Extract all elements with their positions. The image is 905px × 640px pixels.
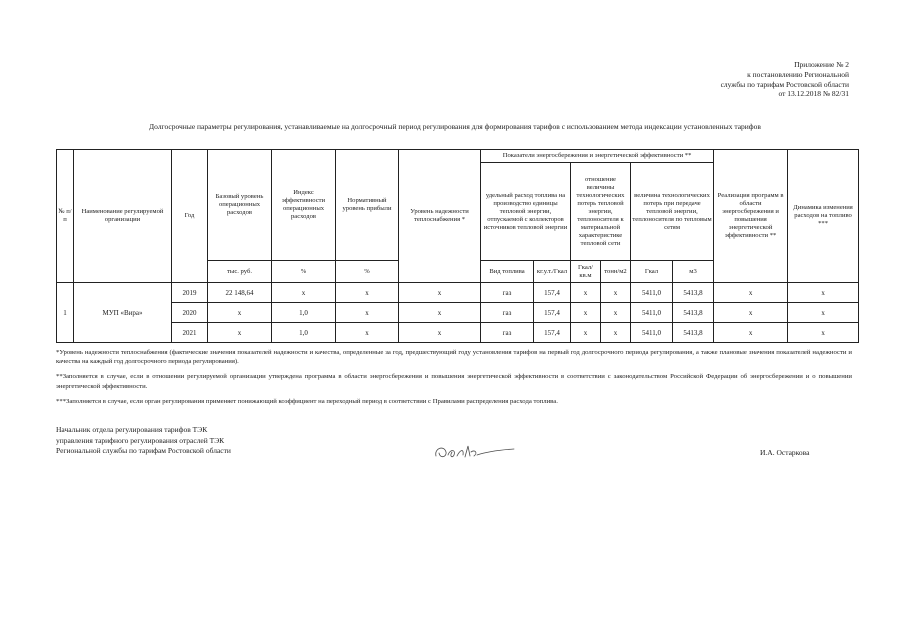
cell-index: 1,0 [272,303,336,323]
header-profit: Нормативный уровень прибыли [336,150,399,261]
cell-reliability: x [399,283,481,303]
signer-name: И.А. Остаркова [760,448,810,457]
cell-profit: x [336,283,399,303]
cell-losses-a: 5411,0 [631,303,673,323]
cell-losses-a: 5411,0 [631,283,673,303]
cell-ratio-a: x [571,323,601,343]
signatory-line: управления тарифного регулирования отраслей ТЭК [56,435,225,445]
unit-cell: Вид топлива [481,261,534,283]
org-name: МУП «Вира» [74,283,172,343]
cell-profit: x [336,323,399,343]
appendix-line: к постановлению Региональной [747,69,849,79]
cell-year: 2021 [172,323,208,343]
header-num: № п/п [57,150,74,283]
header-fuel: удельный расход топлива на производство единицы тепловой энергии, отпускаемой с коллекторов источников тепловой энергии [481,163,571,261]
cell-ratio-b: x [601,303,631,323]
cell-year: 2019 [172,283,208,303]
cell-ratio-b: x [601,283,631,303]
unit-cell: Гкал/ кв.м [571,261,601,283]
appendix-line: Приложение № 2 [794,60,849,69]
footnote: **Заполняется в случае, если в отношении регулируемой организации утверждена программа в области энергосбережения и повышения энергетической эффективности в соответствии с законодательством Российской Федерации об энергосбережении и о повышении энергетической эффективности. [56,373,852,390]
cell-program: x [714,323,788,343]
cell-program: x [714,303,788,323]
cell-reliability: x [399,323,481,343]
cell-index: x [272,283,336,303]
signatory-block [56,425,231,457]
cell-dynamics: x [788,283,859,303]
unit-cell: % [336,261,399,283]
header-program: Реализация программ в области энергосбережения и повышения энергетической эффективности ** [714,150,788,283]
cell-profit: x [336,303,399,323]
header-org: Наименование регулируемой организации [74,150,172,283]
header-losses: величина технологических потерь при передаче тепловой энергии, теплоносителя по тепловым сетям [631,163,714,261]
footnote: ***Заполняется в случае, если орган регулирования применяет понижающий коэффициент на переходный период в соответствии с Правилами распределения расхода топлива. [56,397,558,405]
appendix-line: от 13.12.2018 № 82/31 [778,89,849,99]
cell-base: x [208,323,272,343]
cell-fuel-rate: 157,4 [534,283,571,303]
cell-fuel-type: газ [481,323,534,343]
cell-dynamics: x [788,323,859,343]
unit-cell: м3 [673,261,714,283]
unit-cell: тыс. руб. [208,261,272,283]
header-index: Индекс эффективности операционных расходов [272,150,336,261]
header-ratio: отношение величины технологических потерь тепловой энергии, теплоносителя к материальной характеристике тепловой сети [571,163,631,261]
footnote: *Уровень надежности теплоснабжения (фактические значения показателей надежности и качества, определенные за год, предшествующий году установления тарифов на первый год долгосрочного периода регулирования, а также плановые значения показателей надежности и качества на каждый год долгосрочного периода регулирования). [56,349,852,366]
unit-cell: % [272,261,336,283]
header-year: Год [172,150,208,283]
appendix-header [721,60,849,99]
cell-losses-b: 5413,8 [673,303,714,323]
header-energy-group: Показатели энергосбережения и энергетической эффективности ** [481,150,714,163]
cell-base: 22 148,64 [208,283,272,303]
cell-program: x [714,283,788,303]
footnotes [56,348,852,412]
cell-fuel-type: газ [481,283,534,303]
unit-cell: кг.у.т./Гкал [534,261,571,283]
cell-losses-b: 5413,8 [673,323,714,343]
signatory-line: Начальник отдела регулирования тарифов ТЭК [56,425,208,434]
document-title: Долгосрочные параметры регулирования, устанавливаемые на долгосрочный период регулирования для формирования тарифов с использованием метода индексации установленных тарифов [149,122,761,131]
header-base: Базовый уровень операционных расходов [208,150,272,261]
cell-fuel-type: газ [481,303,534,323]
cell-reliability: x [399,303,481,323]
cell-index: 1,0 [272,323,336,343]
signatory-line: Региональной службы по тарифам Ростовской области [56,446,231,456]
header-dynamics: Динамика изменения расходов на топливо *** [788,150,859,283]
cell-dynamics: x [788,303,859,323]
row-number: 1 [57,283,74,343]
table-row [57,323,859,343]
cell-ratio-b: x [601,323,631,343]
table-row [57,283,859,303]
handwritten-signature [430,440,520,464]
header-row [57,150,859,163]
cell-ratio-a: x [571,283,601,303]
cell-fuel-rate: 157,4 [534,323,571,343]
cell-ratio-a: x [571,303,601,323]
header-reliability: Уровень надежности теплоснабжения * [399,150,481,283]
table-row [57,303,859,323]
cell-year: 2020 [172,303,208,323]
cell-losses-a: 5411,0 [631,323,673,343]
cell-losses-b: 5413,8 [673,283,714,303]
cell-base: x [208,303,272,323]
appendix-line: службы по тарифам Ростовской области [720,79,849,89]
unit-cell: Гкал [631,261,673,283]
unit-cell: тонн/м2 [601,261,631,283]
parameters-table [56,149,859,343]
cell-fuel-rate: 157,4 [534,303,571,323]
